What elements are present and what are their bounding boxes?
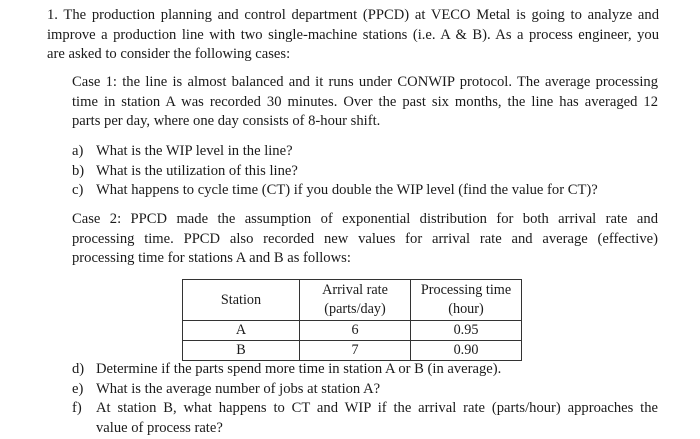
problem-intro: [47, 6, 659, 65]
question-c: [72, 181, 658, 201]
question-a-text: What is the WIP level in the line?: [96, 143, 293, 159]
intro-line-1: 1. The production planning and control department (PPCD) at VECO Metal is going to analyze and: [47, 7, 659, 23]
cell-station: A: [183, 321, 300, 341]
intro-line-3: are asked to consider the following cases:: [47, 46, 291, 62]
question-d: [72, 360, 658, 380]
case1-line-1: Case 1: the line is almost balanced and it runs under CONWIP protocol. The average processing: [72, 74, 658, 90]
station-table: [182, 279, 522, 361]
question-e-label: e): [72, 380, 84, 397]
question-e-text: What is the average number of jobs at station A?: [96, 380, 381, 397]
case2-line-3: processing time for stations A and B as follows:: [72, 250, 351, 266]
case2-description: [72, 210, 658, 269]
question-b-text: What is the utilization of this line?: [96, 162, 298, 179]
question-a-label: a): [72, 143, 84, 159]
question-a: [72, 142, 658, 162]
case2-line-1: Case 2: PPCD made the assumption of exponential distribution for both arrival rate and: [72, 211, 658, 227]
case2-line-2: processing time. PPCD also recorded new values for arrival rate and average (effective): [72, 230, 658, 247]
case1-questions: [72, 142, 658, 201]
header-arrival-line1: Arrival rate: [322, 282, 388, 298]
question-b-label: b): [72, 162, 85, 179]
header-arrival-rate: [300, 280, 411, 321]
case1-description: [72, 73, 658, 132]
cell-proc: 0.90: [411, 341, 522, 361]
case1-line-2: time in station A was recorded 30 minutes. Over the past six months, the line has averaged 12: [72, 93, 658, 110]
header-proc-line2: (hour): [448, 301, 484, 317]
intro-line-2: improve a production line with two single-machine stations (i.e. A & B). As a process engineer, you: [47, 26, 659, 43]
case1-line-3: parts per day, where one day consists of 8-hour shift.: [72, 113, 381, 129]
table-row: [183, 341, 522, 361]
question-b: [72, 162, 658, 182]
question-f-continuation: value of process rate?: [96, 419, 223, 436]
header-arrival-line2: (parts/day): [324, 301, 386, 317]
question-f-label: f): [72, 400, 82, 416]
question-e: [72, 380, 658, 400]
cell-arrival: 7: [300, 341, 411, 361]
question-f-text: At station B, what happens to CT and WIP if the arrival rate (parts/hour) approaches the: [96, 400, 658, 416]
header-station: Station: [183, 280, 300, 321]
table-header-row: [183, 280, 522, 321]
cell-station: B: [183, 341, 300, 361]
question-c-label: c): [72, 182, 84, 198]
table-row: [183, 321, 522, 341]
header-proc-line1: Processing time: [420, 282, 512, 298]
header-processing-time: [411, 280, 522, 321]
cell-proc: 0.95: [411, 321, 522, 341]
question-d-label: d): [72, 361, 85, 377]
question-d-text: Determine if the parts spend more time in station A or B (in average).: [96, 361, 502, 377]
case2-questions: [72, 360, 658, 438]
question-f: [72, 399, 658, 419]
question-c-text: What happens to cycle time (CT) if you double the WIP level (find the value for CT)?: [96, 182, 598, 198]
cell-arrival: 6: [300, 321, 411, 341]
